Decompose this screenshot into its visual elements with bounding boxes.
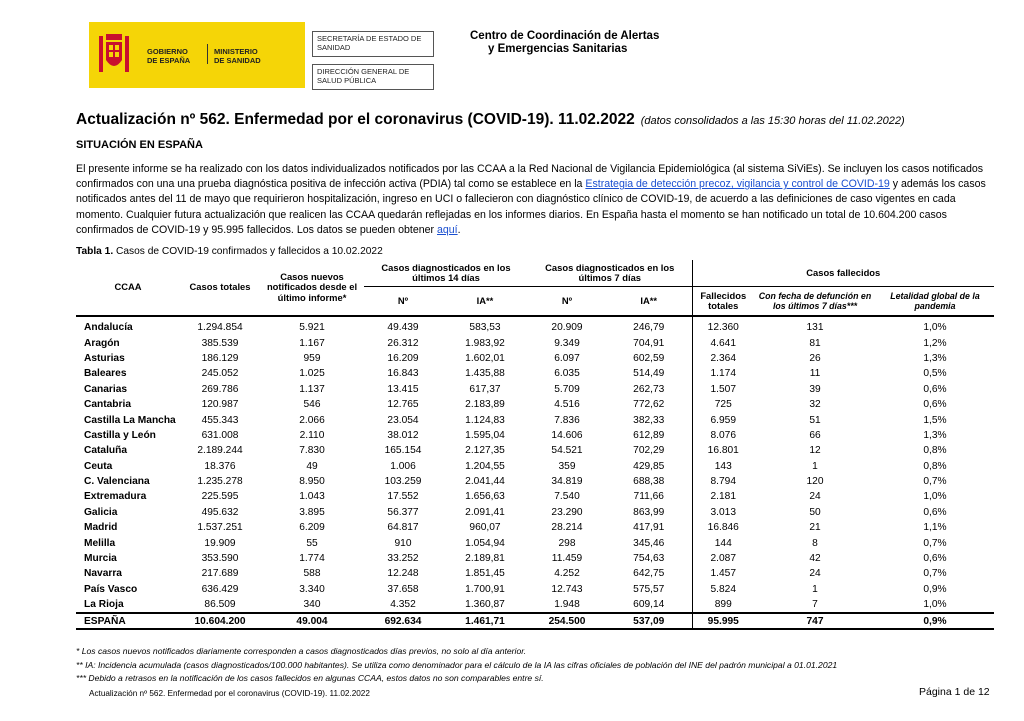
table-row [76, 489, 994, 504]
cell-letalidad: 0,9% [923, 583, 947, 595]
cell-ia14: 2.127,35 [465, 445, 505, 457]
secretaria-box: SECRETARÍA DE ESTADO DE SANIDAD [312, 31, 434, 57]
cell-n7: 1.948 [554, 599, 580, 611]
cell-n14: 49.439 [387, 322, 419, 334]
intro-paragraph [76, 162, 1004, 238]
cell-ccaa: Canarias [84, 383, 128, 395]
data-link[interactable]: aquí [437, 223, 458, 236]
cell-fecha-defuncion: 1 [812, 583, 818, 595]
col-header-n14: Nº [364, 287, 442, 317]
page-number: Página 1 de 12 [919, 686, 990, 698]
cell-fallecidos-totales: 16.801 [692, 443, 754, 458]
cell-casos-nuevos: 8.950 [299, 476, 325, 488]
cell-fallecidos-totales: 12.360 [692, 316, 754, 335]
cell-ia7: 702,29 [633, 445, 665, 457]
cell-n14: 4.352 [390, 599, 416, 611]
cell-casos-nuevos: 1.043 [299, 491, 325, 503]
cell-ccaa: Cataluña [84, 445, 128, 457]
table-row [76, 566, 994, 581]
cell-n7: 298 [558, 537, 576, 549]
cell-casos-nuevos: 546 [303, 399, 321, 411]
cell-n7: 5.709 [554, 383, 580, 395]
cell-fecha-defuncion: 39 [809, 383, 821, 395]
table-row [76, 412, 994, 427]
cell-ia7: 688,38 [633, 476, 665, 488]
cell-casos-totales: 353.590 [201, 553, 239, 565]
cell-ccaa: Castilla y León [84, 429, 156, 441]
cell-fallecidos-totales: 1.507 [692, 382, 754, 397]
cell-fallecidos-totales: 2.181 [692, 489, 754, 504]
table-row [76, 366, 994, 381]
cell-ia7: 863,99 [633, 506, 665, 518]
cell-casos-nuevos: 1.025 [299, 368, 325, 380]
cell-n14: 103.259 [384, 476, 422, 488]
cell-casos-totales: 120.987 [201, 399, 239, 411]
col-header-ccaa: CCAA [76, 260, 180, 316]
cell-fecha-defuncion: 747 [754, 613, 876, 629]
cell-letalidad: 0,6% [923, 553, 947, 565]
cell-ia14: 1.983,92 [465, 337, 505, 349]
table-row [76, 551, 994, 566]
cell-letalidad: 0,8% [923, 460, 947, 472]
cell-letalidad: 1,0% [923, 599, 947, 611]
cell-ccaa: ESPAÑA [76, 613, 180, 629]
cell-ia14: 617,37 [469, 383, 501, 395]
cell-n14: 17.552 [387, 491, 419, 503]
cell-n14: 12.248 [387, 568, 419, 580]
footnotes [76, 645, 837, 686]
intro-text-3: . [457, 223, 461, 236]
cell-casos-totales: 455.343 [201, 414, 239, 426]
cell-ia7: 609,14 [633, 599, 665, 611]
logo-ministerio-text: MINISTERIO DE SANIDAD [214, 47, 261, 65]
center-title-line2: y Emergencias Sanitarias [488, 43, 628, 55]
col-header-diag7: Casos diagnosticados en los últimos 7 días [528, 260, 692, 287]
cell-letalidad: 0,7% [923, 476, 947, 488]
cell-fallecidos-totales: 899 [692, 597, 754, 613]
cell-n14: 1.006 [390, 460, 416, 472]
cell-n7: 4.252 [554, 568, 580, 580]
intro-text-1: El presente informe se ha realizado con los datos individualizados notificados por las CCAA a la Red Nacional de Vigilancia Epidemiológica (al sistema SiViEs). Se incluyen los casos notificados confirmados con una una prueba diagnóstica positiva de infección activa (PDIA) tal como se establece en la [76, 163, 984, 191]
table-row [76, 428, 994, 443]
cell-casos-nuevos: 2.066 [299, 414, 325, 426]
cell-letalidad: 0,6% [923, 506, 947, 518]
cell-n14: 37.658 [387, 583, 419, 595]
cell-casos-nuevos: 1.137 [299, 383, 325, 395]
cell-ia7: 642,75 [633, 568, 665, 580]
cell-ccaa: Extremadura [84, 491, 147, 503]
cell-n14: 16.843 [387, 368, 419, 380]
cell-fecha-defuncion: 42 [809, 553, 821, 565]
table-row [76, 597, 994, 613]
cell-letalidad: 0,7% [923, 568, 947, 580]
cell-ccaa: Asturias [84, 352, 125, 364]
cell-ia14: 2.189,81 [465, 553, 505, 565]
cell-casos-nuevos: 49.004 [260, 613, 364, 629]
footnote-3: *** Debido a retrasos en la notificación de los casos fallecidos en algunas CCAA, estos datos no son comparables entre sí. [76, 673, 544, 684]
cell-letalidad: 1,5% [923, 414, 947, 426]
strategy-link[interactable]: Estrategia de detección precoz, vigilancia y control de COVID-19 [585, 178, 890, 191]
cell-ia14: 960,07 [469, 522, 501, 534]
cell-n7: 23.290 [551, 506, 583, 518]
cell-casos-totales: 186.129 [201, 352, 239, 364]
cell-ia7: 704,91 [633, 337, 665, 349]
table-row [76, 459, 994, 474]
cell-ccaa: Castilla La Mancha [84, 414, 176, 426]
cell-fallecidos-totales: 4.641 [692, 335, 754, 350]
cell-casos-nuevos: 5.921 [299, 322, 325, 334]
cell-ia14: 1.851,45 [465, 568, 505, 580]
cell-letalidad: 0,6% [923, 399, 947, 411]
cell-casos-totales: 269.786 [201, 383, 239, 395]
cell-fecha-defuncion: 11 [809, 368, 821, 380]
cell-ccaa: Andalucía [84, 322, 133, 334]
table-body [76, 316, 994, 629]
cell-ia14: 1.124,83 [465, 414, 505, 426]
cell-ccaa: Melilla [84, 537, 116, 549]
cell-casos-nuevos: 7.830 [299, 445, 325, 457]
cell-n7: 359 [558, 460, 576, 472]
cell-fecha-defuncion: 7 [812, 599, 818, 611]
ministry-logo [89, 22, 305, 88]
cell-casos-totales: 1.294.854 [197, 322, 243, 334]
col-header-fallecidos: Casos fallecidos [692, 260, 994, 287]
cell-ia7: 612,89 [633, 429, 665, 441]
cell-ia7: 514,49 [633, 368, 665, 380]
cell-n7: 9.349 [554, 337, 580, 349]
col-header-casos-nuevos: Casos nuevos notificados desde el último informe* [260, 260, 364, 316]
cell-fecha-defuncion: 12 [809, 445, 821, 457]
cell-n14: 12.765 [387, 399, 419, 411]
cell-n14: 165.154 [384, 445, 422, 457]
cell-letalidad: 1,3% [923, 429, 947, 441]
page-title-text: Actualización nº 562. Enfermedad por el coronavirus (COVID-19). 11.02.2022 [76, 111, 635, 128]
cell-n14: 64.817 [387, 522, 419, 534]
cell-letalidad: 0,6% [923, 383, 947, 395]
cell-ccaa: Cantabria [84, 399, 131, 411]
cell-ia7: 262,73 [633, 383, 665, 395]
cell-n7: 54.521 [551, 445, 583, 457]
col-header-ia14: IA** [442, 287, 528, 317]
cell-ia14: 2.183,89 [465, 399, 505, 411]
cell-fallecidos-totales: 143 [692, 459, 754, 474]
cell-casos-totales: 636.429 [201, 583, 239, 595]
cell-letalidad: 1,3% [923, 352, 947, 364]
direccion-box: DIRECCIÓN GENERAL DE SALUD PÚBLICA [312, 64, 434, 90]
cell-n7: 6.035 [554, 368, 580, 380]
cell-casos-totales: 10.604.200 [180, 613, 260, 629]
cell-fallecidos-totales: 6.959 [692, 412, 754, 427]
footnote-2: ** IA: Incidencia acumulada (casos diagnosticados/100.000 habitantes). Se utiliza como denominador para el cálculo de la IA las cifras oficiales de población del INE del padrón municipal a 01.01.2021 [76, 659, 838, 670]
cell-fallecidos-totales: 3.013 [692, 505, 754, 520]
col-header-casos-totales: Casos totales [180, 260, 260, 316]
cell-ia7: 754,63 [633, 553, 665, 565]
cell-n7: 14.606 [551, 429, 583, 441]
cell-ccaa: Ceuta [84, 460, 113, 472]
cell-fecha-defuncion: 21 [809, 522, 821, 534]
cell-letalidad: 0,5% [923, 368, 947, 380]
cell-fallecidos-totales: 1.174 [692, 366, 754, 381]
page-title-subtitle: (datos consolidados a las 15:30 horas del 11.02.2022) [640, 115, 905, 127]
cell-casos-nuevos: 1.167 [299, 337, 325, 349]
cell-n14: 38.012 [387, 429, 419, 441]
cell-casos-totales: 385.539 [201, 337, 239, 349]
cell-n14: 13.415 [387, 383, 419, 395]
table-row [76, 535, 994, 550]
col-header-n7: Nº [528, 287, 606, 317]
cell-ccaa: Madrid [84, 522, 118, 534]
cell-ia7: 345,46 [633, 537, 665, 549]
cell-fallecidos-totales: 2.087 [692, 551, 754, 566]
table-row [76, 351, 994, 366]
cell-letalidad: 1,2% [923, 337, 947, 349]
cell-ccaa: La Rioja [84, 599, 124, 611]
cell-fallecidos-totales: 16.846 [692, 520, 754, 535]
cell-casos-nuevos: 588 [303, 568, 321, 580]
cell-ia14: 2.041,44 [465, 476, 505, 488]
table-row [76, 397, 994, 412]
cell-ccaa: Galicia [84, 506, 118, 518]
col-header-letalidad: Letalidad global de la pandemia [876, 287, 994, 317]
cell-casos-totales: 1.537.251 [197, 522, 243, 534]
cell-letalidad: 0,9% [876, 613, 994, 629]
cell-ia14: 1.602,01 [465, 352, 505, 364]
cell-ia14: 1.700,91 [465, 583, 505, 595]
logo-divider [207, 44, 208, 64]
cell-ia14: 2.091,41 [465, 506, 505, 518]
cell-fallecidos-totales: 8.076 [692, 428, 754, 443]
cell-ia14: 1.656,63 [465, 491, 505, 503]
cell-fallecidos-totales: 1.457 [692, 566, 754, 581]
logo-gobierno-text: GOBIERNO DE ESPAÑA [147, 47, 191, 65]
footnote-1: * Los casos nuevos notificados diariamente corresponden a casos diagnosticados días previos, no solo al día anterior. [76, 646, 527, 656]
cell-ia14: 1.360,87 [465, 599, 505, 611]
cell-fecha-defuncion: 8 [812, 537, 818, 549]
cell-fecha-defuncion: 131 [806, 322, 824, 334]
cell-ia7: 382,33 [633, 414, 665, 426]
col-header-fallecidos-totales: Fallecidos totales [692, 287, 754, 317]
table-row [76, 335, 994, 350]
cell-fecha-defuncion: 120 [806, 476, 824, 488]
cell-n14: 26.312 [387, 337, 419, 349]
cell-casos-totales: 631.008 [201, 429, 239, 441]
cell-ia14: 1.595,04 [465, 429, 505, 441]
cell-n14: 23.054 [387, 414, 419, 426]
cell-ccaa: C. Valenciana [84, 476, 150, 488]
cell-fecha-defuncion: 81 [809, 337, 821, 349]
cell-ia14: 1.461,71 [442, 613, 528, 629]
cell-fecha-defuncion: 24 [809, 491, 821, 503]
cell-n7: 20.909 [551, 322, 583, 334]
cell-casos-totales: 495.632 [201, 506, 239, 518]
cell-ia7: 537,09 [606, 613, 692, 629]
col-header-fecha-defuncion: Con fecha de defunción en los últimos 7 días*** [754, 287, 876, 317]
cell-fallecidos-totales: 95.995 [692, 613, 754, 629]
cell-fallecidos-totales: 144 [692, 535, 754, 550]
table-row [76, 474, 994, 489]
cell-casos-nuevos: 1.774 [299, 553, 325, 565]
cell-casos-nuevos: 6.209 [299, 522, 325, 534]
cell-n7: 7.540 [554, 491, 580, 503]
cell-fallecidos-totales: 5.824 [692, 582, 754, 597]
cell-ccaa: Baleares [84, 368, 127, 380]
cell-casos-nuevos: 959 [303, 352, 321, 364]
cell-n7: 28.214 [551, 522, 583, 534]
cell-casos-totales: 2.189.244 [197, 445, 243, 457]
table-row [76, 582, 994, 597]
coat-of-arms-icon [99, 32, 129, 76]
table-row [76, 505, 994, 520]
section-heading: SITUACIÓN EN ESPAÑA [76, 139, 203, 151]
cell-fecha-defuncion: 66 [809, 429, 821, 441]
cell-casos-nuevos: 3.895 [299, 506, 325, 518]
table-total-row [76, 613, 994, 629]
cell-casos-totales: 225.595 [201, 491, 239, 503]
cell-ia7: 429,85 [633, 460, 665, 472]
cell-fecha-defuncion: 51 [809, 414, 821, 426]
cell-n7: 6.097 [554, 352, 580, 364]
cell-ia14: 583,53 [469, 322, 501, 334]
cell-fallecidos-totales: 2.364 [692, 351, 754, 366]
cell-fallecidos-totales: 725 [692, 397, 754, 412]
cell-casos-nuevos: 2.110 [299, 429, 325, 441]
cell-n7: 254.500 [528, 613, 606, 629]
cell-casos-totales: 19.909 [204, 537, 236, 549]
cell-casos-totales: 1.235.278 [197, 476, 243, 488]
cell-ia7: 246,79 [633, 322, 665, 334]
col-header-ia7: IA** [606, 287, 692, 317]
cell-ia7: 575,57 [633, 583, 665, 595]
intro-text-2: y además los casos notificados antes del 11 de mayo que requirieron hospitalización, ingreso en UCI o fallecieron con diagnóstico clínico de COVID-19, de acuerdo a las definiciones de caso vigentes en cada momento. Cualquier futura actualización que realicen las CCAA quedarán reflejadas en los informes diarios. En España hasta el momento se han notificado un total de 10.604.200 casos confirmados de COVID-19 y 95.995 fallecidos. Los datos se pueden obtener [76, 178, 986, 236]
cell-n7: 12.743 [551, 583, 583, 595]
cell-casos-nuevos: 340 [303, 599, 321, 611]
cell-ccaa: País Vasco [84, 583, 138, 595]
cell-ccaa: Murcia [84, 553, 117, 565]
cell-casos-totales: 245.052 [201, 368, 239, 380]
cell-n7: 34.819 [551, 476, 583, 488]
cell-ccaa: Navarra [84, 568, 122, 580]
table-caption [76, 246, 383, 257]
cell-n7: 11.459 [551, 553, 583, 565]
table-caption-label: Tabla 1. [76, 246, 114, 257]
cell-letalidad: 0,8% [923, 445, 947, 457]
table-row [76, 520, 994, 535]
center-title-line1: Centro de Coordinación de Alertas [470, 30, 660, 42]
cell-n14: 33.252 [387, 553, 419, 565]
cell-casos-nuevos: 49 [306, 460, 318, 472]
cell-ia7: 417,91 [633, 522, 665, 534]
cell-casos-nuevos: 3.340 [299, 583, 325, 595]
table-caption-text: Casos de COVID-19 confirmados y fallecidos a 10.02.2022 [113, 246, 383, 257]
cell-ia7: 711,66 [633, 491, 664, 503]
cell-ia14: 1.054,94 [465, 537, 505, 549]
cell-letalidad: 1,0% [923, 322, 947, 334]
col-header-diag14: Casos diagnosticados en los últimos 14 días [364, 260, 528, 287]
cell-letalidad: 1,1% [923, 522, 947, 534]
cell-n14: 16.209 [387, 352, 419, 364]
cell-fecha-defuncion: 24 [809, 568, 821, 580]
cell-fallecidos-totales: 8.794 [692, 474, 754, 489]
covid-cases-table [76, 260, 994, 630]
cell-ia14: 1.435,88 [465, 368, 505, 380]
cell-ia7: 602,59 [633, 352, 665, 364]
page-title [76, 111, 905, 129]
cell-casos-totales: 86.509 [204, 599, 236, 611]
cell-fecha-defuncion: 1 [812, 460, 818, 472]
cell-fecha-defuncion: 32 [809, 399, 821, 411]
cell-n14: 910 [394, 537, 412, 549]
cell-n7: 4.516 [554, 399, 580, 411]
cell-n14: 56.377 [387, 506, 419, 518]
cell-ia7: 772,62 [633, 399, 665, 411]
cell-ccaa: Aragón [84, 337, 120, 349]
cell-letalidad: 0,7% [923, 537, 947, 549]
table-row [76, 382, 994, 397]
cell-ia14: 1.204,55 [465, 460, 505, 472]
cell-casos-nuevos: 55 [306, 537, 318, 549]
table-row [76, 316, 994, 335]
cell-casos-totales: 18.376 [204, 460, 236, 472]
table-row [76, 443, 994, 458]
cell-fecha-defuncion: 50 [809, 506, 821, 518]
cell-letalidad: 1,0% [923, 491, 947, 503]
cell-casos-totales: 217.689 [201, 568, 239, 580]
cell-n7: 7.836 [554, 414, 580, 426]
center-title [470, 30, 659, 56]
cell-n14: 692.634 [364, 613, 442, 629]
footer-left: Actualización nº 562. Enfermedad por el coronavirus (COVID-19). 11.02.2022 [89, 689, 370, 698]
cell-fecha-defuncion: 26 [809, 352, 821, 364]
